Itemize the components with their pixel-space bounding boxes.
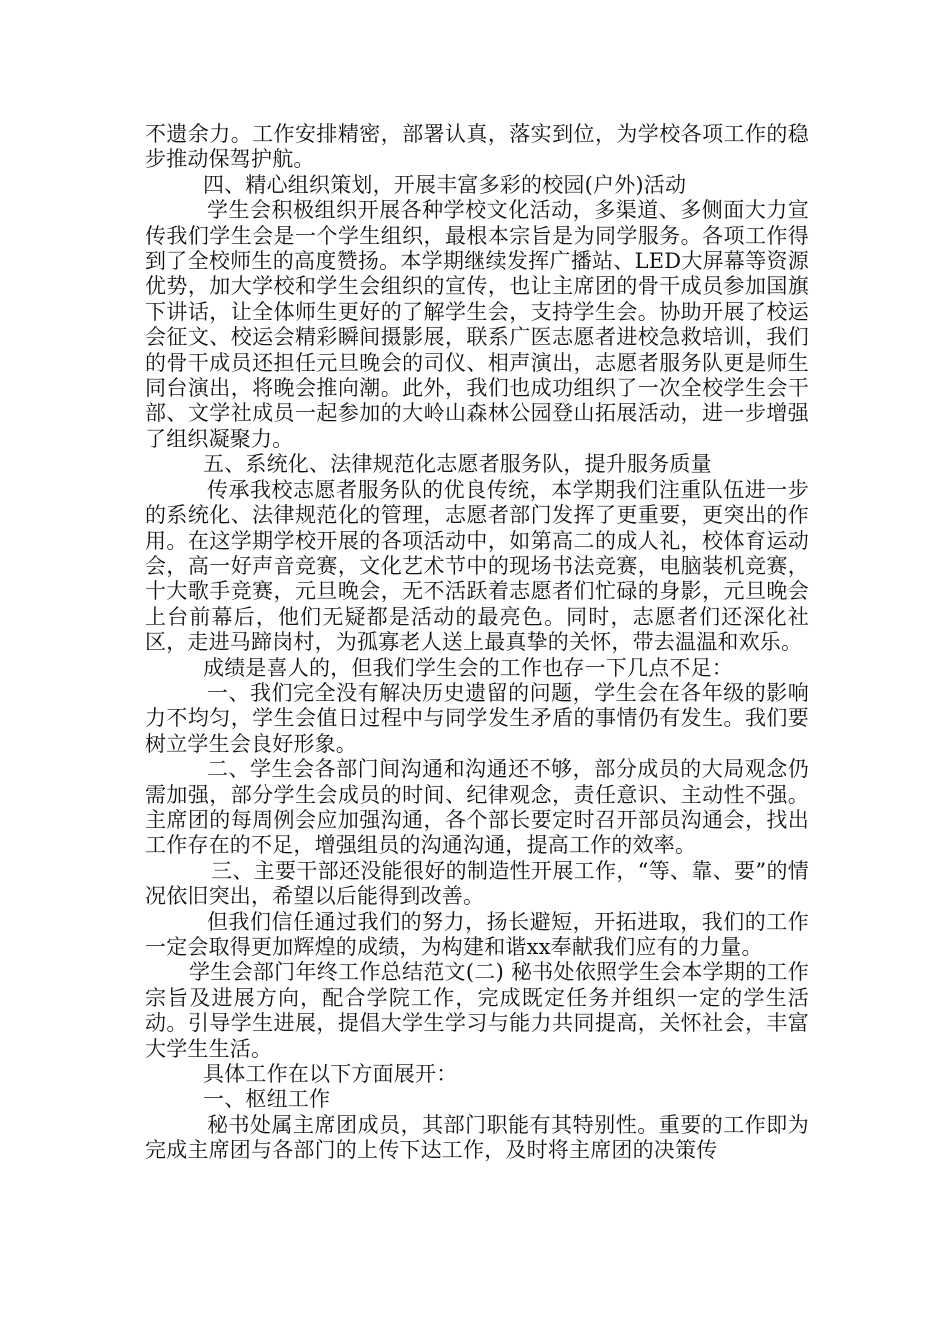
section-heading-5: 五、系统化、法律规范化志愿者服务队，提升服务质量: [203, 452, 712, 477]
paragraph-9: 三、主要干部还没能很好的制造性开展工作，“等、靠、要”的情况依旧突出，希望以后能得到改善。: [145, 858, 809, 909]
paragraph-8: 二、学生会各部门间沟通和沟通还不够，部分成员的大局观念仍需加强，部分学生会成员的时间、纪律观念，责任意识、主动性不强。主席团的每周例会应加强沟通，各个部长要定时召开部员沟通会，找出工作存在的不足，增强组员的沟通沟通，提高工作的效率。: [145, 757, 809, 858]
paragraph-14: 秘书处属主席团成员，其部门职能有其特别性。重要的工作即为完成主席团与各部门的上传下达工作，及时将主席团的决策传: [145, 1112, 809, 1163]
paragraph-3: 学生会积极组织开展各种学校文化活动，多渠道、多侧面大力宣传我们学生会是一个学生组织，最根本宗旨是为同学服务。各项工作得到了全校师生的高度赞扬。本学期继续发挥广播站、LED大屏幕等资源优势，加大学校和学生会组织的宣传，也让主席团的骨干成员参加国旗下讲话，让全体师生更好的了解学生会，支持学生会。协助开展了校运会征文、校运会精彩瞬间摄影展，联系广医志愿者进校急救培训，我们的骨干成员还担任元旦晚会的司仪、相声演出，志愿者服务队更是师生同台演出，将晚会推向潮。此外，我们也成功组织了一次全校学生会干部、文学社成员一起参加的大岭山森林公园登山拓展活动，进一步增强了组织凝聚力。: [145, 198, 809, 451]
paragraph-10: 但我们信任通过我们的努力，扬长避短，开拓进取，我们的工作一定会取得更加辉煌的成绩，为构建和谐xx奉献我们应有的力量。: [145, 909, 809, 959]
paragraph-11: 学生会部门年终工作总结范文(二) 秘书处依照学生会本学期的工作宗旨及进展方向，配合学院工作，完成既定任务并组织一定的学生活动。引导学生进展，提倡大学生学习与能力共同提高，关怀社会，丰富大学生生活。: [145, 960, 809, 1061]
document-body: [145, 122, 809, 1164]
paragraph-1: 不遗余力。工作安排精密，部署认真，落实到位，为学校各项工作的稳步推动保驾护航。: [145, 122, 809, 172]
section-heading-4: 四、精心组织策划，开展丰富多彩的校园(户外)活动: [203, 172, 687, 197]
paragraph-5: 传承我校志愿者服务队的优良传统，本学期我们注重队伍进一步的系统化、法律规范化的管理，志愿者部门发挥了更重要，更突出的作用。在这学期学校开展的各项活动中，如第高二的成人礼，校体育运动会，高一好声音竞赛，文化艺术节中的现场书法竞赛，电脑装机竞赛，十大歌手竞赛，元旦晚会，无不活跃着志愿者们忙碌的身影，元旦晚会上台前幕后，他们无疑都是活动的最亮色。同时，志愿者们还深化社区，走进马蹄岗村，为孤寡老人送上最真挚的关怀，带去温温和欢乐。: [145, 477, 809, 655]
paragraph-7: 一、我们完全没有解决历史遗留的问题，学生会在各年级的影响力不均匀，学生会值日过程中与同学发生矛盾的事情仍有发生。我们要树立学生会良好形象。: [145, 680, 809, 756]
section-heading-hub: 一、枢纽工作: [203, 1087, 331, 1112]
paragraph-6: 成绩是喜人的，但我们学生会的工作也存一下几点不足：: [203, 655, 733, 680]
paragraph-12: 具体工作在以下方面展开：: [203, 1062, 458, 1087]
